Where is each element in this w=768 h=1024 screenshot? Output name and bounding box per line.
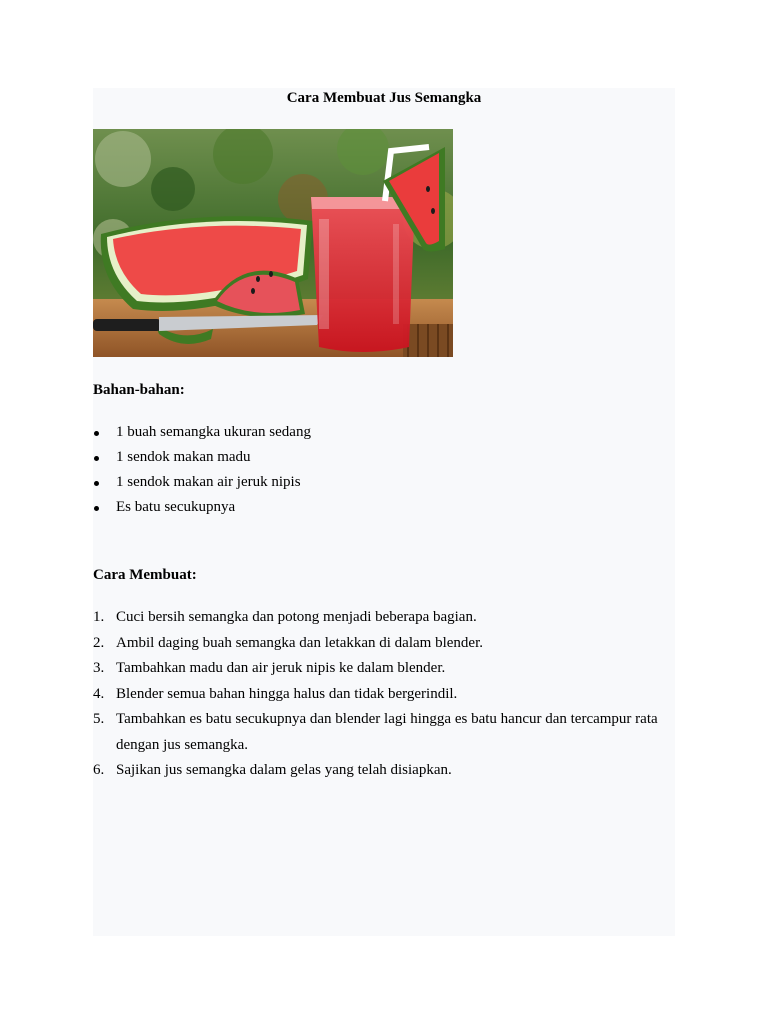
- list-item: [93, 495, 311, 520]
- ingredients-list: [93, 420, 311, 520]
- list-item: [93, 656, 663, 682]
- step-number: 4.: [93, 685, 105, 702]
- step-text: Ambil daging buah semangka dan letakkan di dalam blender.: [116, 634, 483, 651]
- bullet-icon: [94, 456, 99, 461]
- ingredient-text: 1 sendok makan air jeruk nipis: [116, 474, 301, 490]
- bullet-icon: [94, 506, 99, 511]
- step-text: Blender semua bahan hingga halus dan tidak bergerindil.: [116, 685, 458, 702]
- bullet-icon: [94, 481, 99, 486]
- step-text: Tambahkan madu dan air jeruk nipis ke dalam blender.: [116, 660, 446, 676]
- steps-list: [93, 605, 663, 784]
- list-item: [93, 682, 663, 708]
- list-item: [93, 470, 311, 495]
- ingredient-text: 1 sendok makan madu: [116, 449, 251, 465]
- list-item: [93, 631, 663, 657]
- ingredients-heading: Bahan-bahan:: [93, 382, 185, 398]
- step-number: 1.: [93, 609, 105, 625]
- step-text: Cuci bersih semangka dan potong menjadi beberapa bagian.: [116, 609, 477, 625]
- document-page: [93, 88, 675, 936]
- list-item: [93, 420, 311, 445]
- document-title: Cara Membuat Jus Semangka: [286, 90, 482, 106]
- step-text: Sajikan jus semangka dalam gelas yang telah disiapkan.: [116, 762, 452, 778]
- steps-heading: Cara Membuat:: [93, 567, 197, 583]
- step-number: 6.: [93, 762, 105, 778]
- list-item: [93, 758, 663, 784]
- list-item: [93, 445, 311, 470]
- list-item: [93, 605, 663, 631]
- watermelon-juice-photo: [93, 129, 453, 357]
- step-number: 2.: [93, 634, 105, 651]
- step-number: 5.: [93, 711, 105, 727]
- step-number: 3.: [93, 660, 105, 676]
- list-item: [93, 707, 663, 758]
- ingredient-text: 1 buah semangka ukuran sedang: [116, 424, 311, 440]
- step-text: Tambahkan es batu secukupnya dan blender lagi hingga es batu hancur dan tercampur rata dengan jus semangka.: [116, 711, 658, 753]
- bullet-icon: [94, 431, 99, 436]
- ingredient-text: Es batu secukupnya: [116, 499, 236, 515]
